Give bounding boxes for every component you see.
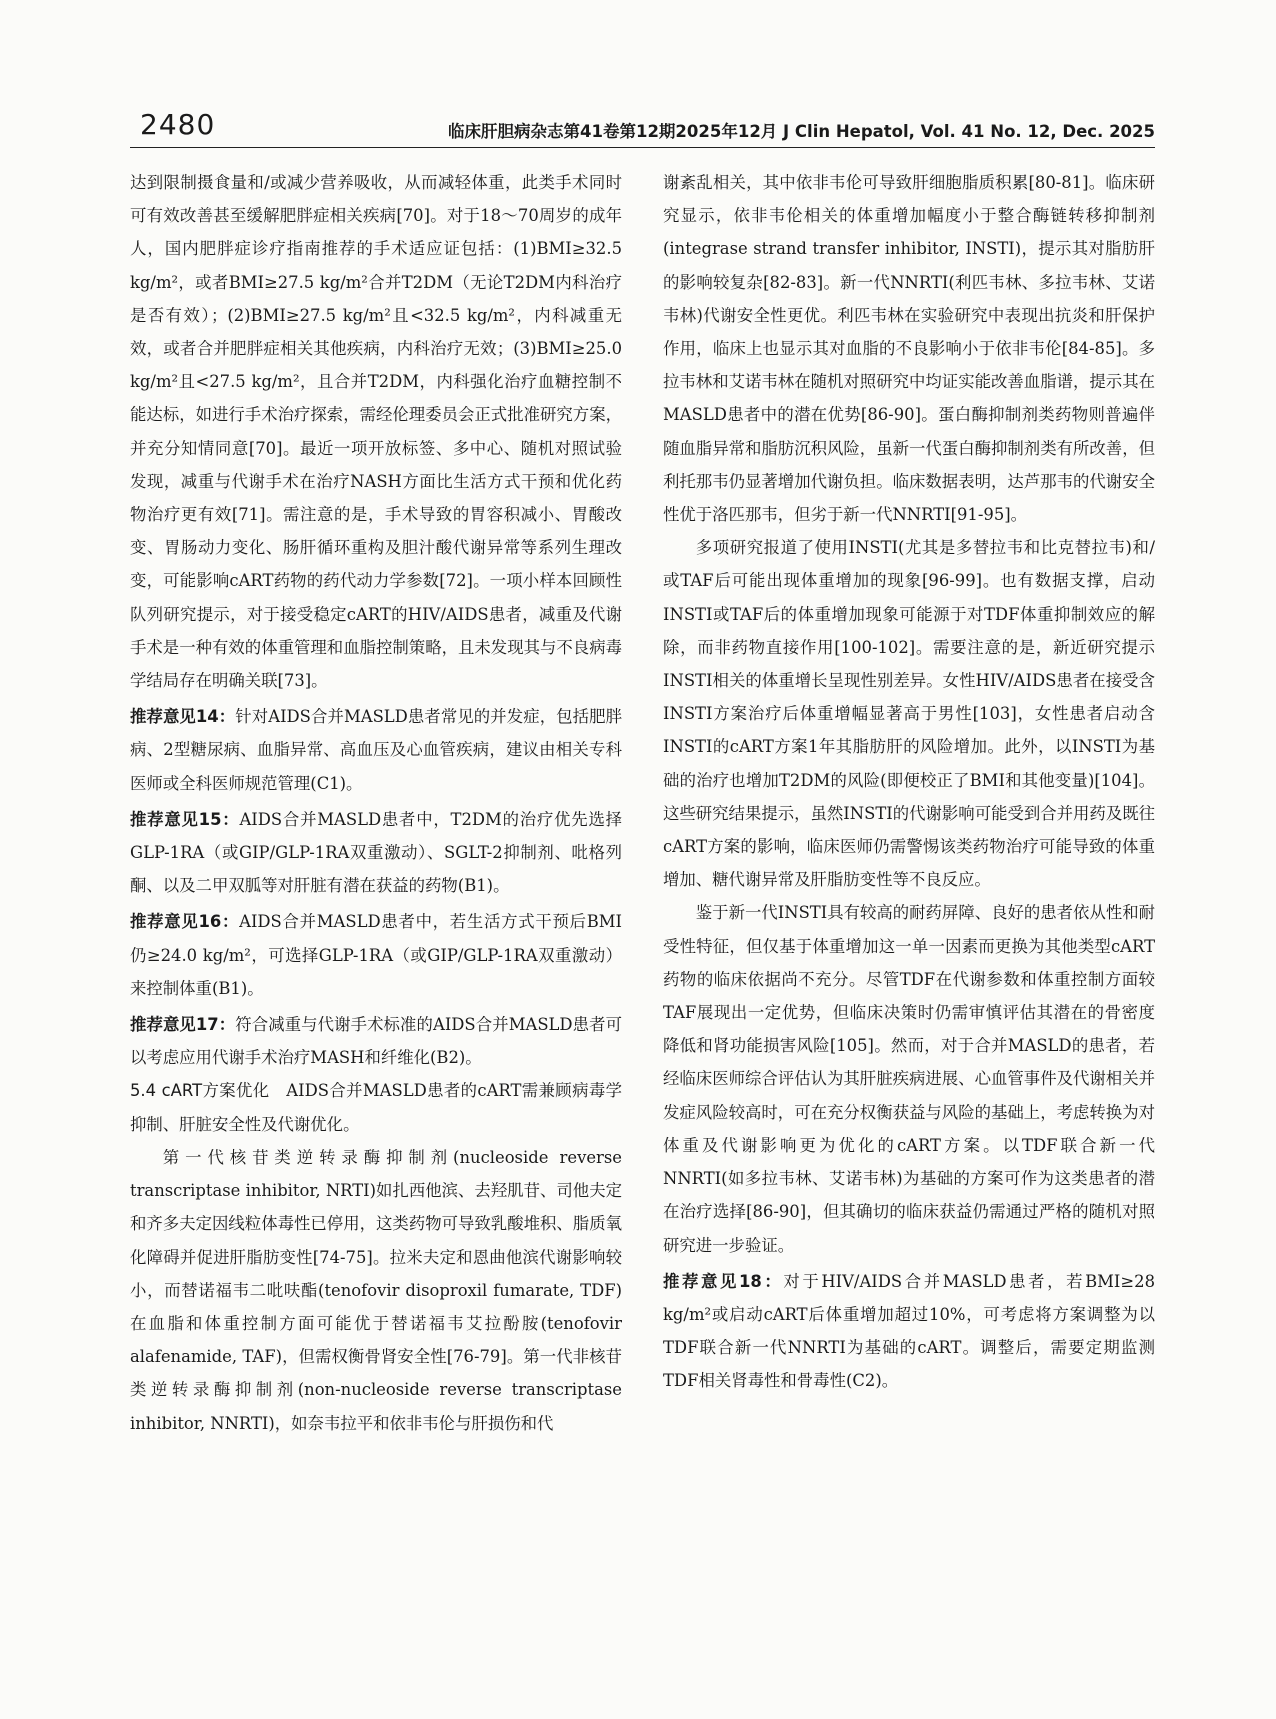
recommendation-text: 针对AIDS合并MASLD患者常见的并发症，包括肥胖病、2型糖尿病、血脂异常、高血压及心血管疾病，建议由相关专科医师或全科医师规范管理(C1)。 — [130, 707, 622, 793]
recommendation-text: 符合减重与代谢手术标准的AIDS合并MASLD患者可以考虑应用代谢手术治疗MASH和纤维化(B2)。 — [130, 1015, 622, 1068]
paragraph-nnrti-continued: 谢紊乱相关，其中依非韦伦可导致肝细胞脂质积累[80-81]。临床研究显示，依非韦伦相关的体重增加幅度小于整合酶链转移抑制剂(integrase strand transfer inhibitor, INSTI)，提示其对脂肪肝的影响较复杂[82-83]。新一代NNRTI(利匹韦林、多拉韦林、艾诺韦林)代谢安全性更优。利匹韦林在实验研究中表现出抗炎和肝保护作用，临床上也显示其对血脂的不良影响小于依非韦伦[84-85]。多拉韦林和艾诺韦林在随机对照研究中均证实能改善血脂谱，提示其在MASLD患者中的潜在优势[86-90]。蛋白酶抑制剂类药物则普遍伴随血脂异常和脂肪沉积风险，虽新一代蛋白酶抑制剂类有所改善，但利托那韦仍显著增加代谢负担。临床数据表明，达芦那韦的代谢安全性优于洛匹那韦，但劣于新一代NNRTI[91-95]。 — [663, 173, 1155, 525]
page-number: 2480 — [140, 108, 216, 141]
recommendation-14 — [130, 700, 622, 800]
section-intro: AIDS合并MASLD患者的cART需兼顾病毒学抑制、肝脏安全性及代谢优化。 — [130, 1081, 622, 1134]
recommendation-text: AIDS合并MASLD患者中，若生活方式干预后BMI仍≥24.0 kg/m²，可选择GLP-1RA（或GIP/GLP-1RA双重激动）来控制体重(B1)。 — [130, 912, 623, 998]
recommendation-text: 对于HIV/AIDS合并MASLD患者，若BMI≥28 kg/m²或启动cART后体重增加超过10%，可考虑将方案调整为以TDF联合新一代NNRTI为基础的cART。调整后，需要定期监测TDF相关肾毒性和骨毒性(C2)。 — [663, 1271, 1156, 1391]
recommendation-label: 推荐意见17： — [130, 1015, 236, 1035]
left-column — [130, 166, 622, 1440]
paragraph-surgery: 达到限制摄食量和/或减少营养吸收，从而减轻体重，此类手术同时可有效改善甚至缓解肥胖症相关疾病[70]。对于18～70周岁的成年人，国内肥胖症诊疗指南推荐的手术适应证包括：(1)BMI≥32.5 kg/m²，或者BMI≥27.5 kg/m²合并T2DM（无论T2DM内科治疗是否有效）；(2)BMI≥27.5 kg/m²且<32.5 kg/m²，内科减重无效，或者合并肥胖症相关其他疾病，内科治疗无效；(3)BMI≥25.0 kg/m²且<27.5 kg/m²，且合并T2DM，内科强化治疗血糖控制不能达标，如进行手术治疗探索，需经伦理委员会正式批准研究方案，并充分知情同意[70]。最近一项开放标签、多中心、随机对照试验发现，减重与代谢手术在治疗NASH方面比生活方式干预和优化药物治疗更有效[71]。需注意的是，手术导致的胃容积减小、胃酸改变、胃肠动力变化、肠肝循环重构及胆汁酸代谢异常等系列生理改变，可能影响cART药物的药代动力学参数[72]。一项小样本回顾性队列研究提示，对于接受稳定cART的HIV/AIDS患者，减重及代谢手术是一种有效的体重管理和血脂控制策略，且未发现其与不良病毒学结局存在明确关联[73]。 — [130, 173, 622, 691]
header-rule — [130, 147, 1155, 148]
recommendation-17 — [130, 1008, 622, 1074]
recommendation-15 — [130, 803, 622, 903]
recommendation-label: 推荐意见15： — [130, 809, 240, 829]
right-column — [663, 166, 1155, 1398]
recommendation-label: 推荐意见16： — [130, 912, 240, 932]
section-heading: 5.4 cART方案优化 — [130, 1081, 270, 1101]
recommendation-text: AIDS合并MASLD患者中，T2DM的治疗优先选择GLP-1RA（或GIP/GLP-1RA双重激动）、SGLT-2抑制剂、吡格列酮、以及二甲双胍等对肝脏有潜在获益的药物(B1)。 — [130, 809, 623, 896]
recommendation-label: 推荐意见18： — [663, 1271, 784, 1291]
page-header — [130, 102, 1155, 142]
recommendation-18 — [663, 1265, 1155, 1398]
paragraph-regimen-switch: 鉴于新一代INSTI具有较高的耐药屏障、良好的患者依从性和耐受性特征，但仅基于体重增加这一单一因素而更换为其他类型cART药物的临床依据尚不充分。尽管TDF在代谢参数和体重控制方面较TAF展现出一定优势，但临床决策时仍需审慎评估其潜在的骨密度降低和肾功能损害风险[105]。然而，对于合并MASLD的患者，若经临床医师综合评估认为其肝脏疾病进展、心血管事件及代谢相关并发症风险较高时，可在充分权衡获益与风险的基础上，考虑转换为对体重及代谢影响更为优化的cART方案。以TDF联合新一代NNRTI(如多拉韦林、艾诺韦林)为基础的方案可作为这类患者的潜在治疗选择[86-90]，但其确切的临床获益仍需通过严格的随机对照研究进一步验证。 — [663, 903, 1156, 1255]
paragraph-nrti: 第一代核苷类逆转录酶抑制剂(nucleoside reverse transcriptase inhibitor, NRTI)如扎西他滨、去羟肌苷、司他夫定和齐多夫定因线粒体毒性已停用，这类药物可导致乳酸堆积、脂质氧化障碍并促进肝脂肪变性[74-75]。拉米夫定和恩曲他滨代谢影响较小，而替诺福韦二吡呋酯(tenofovir disoproxil fumarate, TDF)在血脂和体重控制方面可能优于替诺福韦艾拉酚胺(tenofovir alafenamide, TAF)，但需权衡骨肾安全性[76-79]。第一代非核苷类逆转录酶抑制剂(non-nucleoside reverse transcriptase inhibitor, NNRTI)，如奈韦拉平和依非韦伦与肝损伤和代 — [130, 1147, 622, 1433]
section-5-4 — [130, 1074, 622, 1140]
recommendation-16 — [130, 905, 622, 1005]
paragraph-insti-weight: 多项研究报道了使用INSTI(尤其是多替拉韦和比克替拉韦)和/或TAF后可能出现体重增加的现象[96-99]。也有数据支撑，启动INSTI或TAF后的体重增加现象可能源于对TDF体重抑制效应的解除，而非药物直接作用[100-102]。需要注意的是，新近研究提示INSTI相关的体重增长呈现性别差异。女性HIV/AIDS患者在接受含INSTI方案治疗后体重增幅显著高于男性[103]，女性患者启动含INSTI的cART方案1年其脂肪肝的风险增加。此外，以INSTI为基础的治疗也增加T2DM的风险(即便校正了BMI和其他变量)[104]。这些研究结果提示，虽然INSTI的代谢影响可能受到合并用药及既往cART方案的影响，临床医师仍需警惕该类药物治疗可能导致的体重增加、糖代谢异常及肝脂肪变性等不良反应。 — [663, 538, 1155, 890]
recommendation-label: 推荐意见14： — [130, 707, 236, 727]
running-title: 临床肝胆病杂志第41卷第12期2025年12月 J Clin Hepatol, Vol. 41 No. 12, Dec. 2025 — [448, 122, 1155, 141]
